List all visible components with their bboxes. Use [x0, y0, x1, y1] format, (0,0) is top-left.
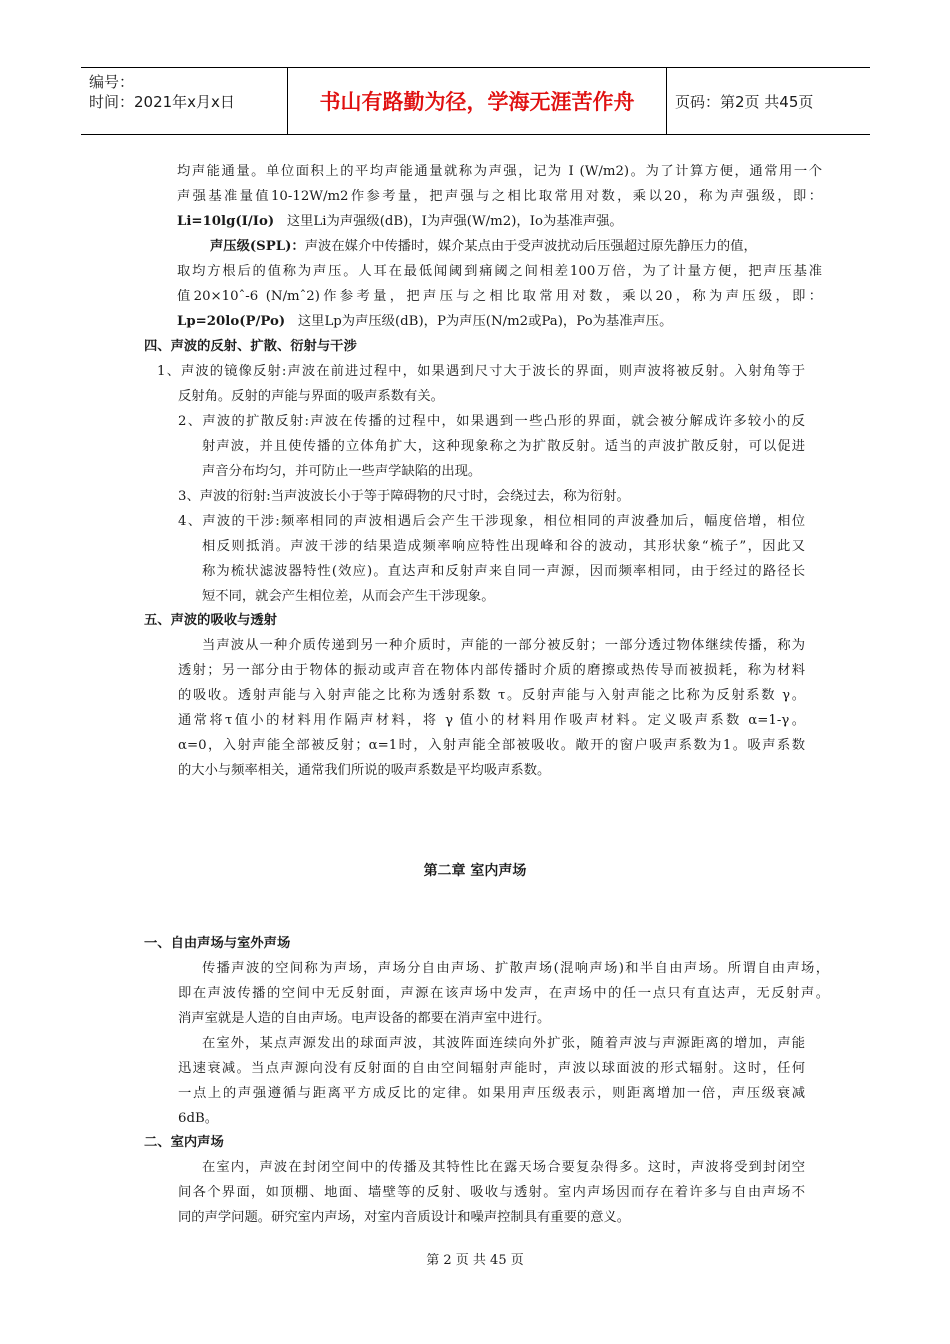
header-meta: [81, 68, 288, 134]
body-line: 的大小与频率相关，通常我们所说的吸声系数是平均吸声系数。: [178, 763, 551, 778]
body-line: 声强基准量值10-12W/m2作参考量，把声强与之相比取常用对数，乘以20，称为声强级，即：: [177, 189, 822, 204]
body-line: 1、声波的镜像反射:声波在前进过程中，如果遇到尺寸大于波长的界面，则声波将被反射。入射角等于: [157, 364, 805, 379]
body-line: 当声波从一种介质传递到另一种介质时，声能的一部分被反射；一部分透过物体继续传播，称为: [202, 638, 805, 653]
body-line: 同的声学问题。研究室内声场，对室内音质设计和噪声控制具有重要的意义。: [178, 1210, 631, 1225]
section-heading: 五、声波的吸收与透射: [144, 613, 277, 628]
body-line: 透射；另一部分由于物体的振动或声音在物体内部传播时介质的磨擦或热传导而被损耗，称为材料: [178, 663, 805, 678]
body-line: 在室外，某点声源发出的球面声波，其波阵面连续向外扩张，随着声波与声源距离的增加，声能: [202, 1036, 805, 1051]
body-line: 4、声波的干涉:频率相同的声波相遇后会产生干涉现象，相位相同的声波叠加后，幅度倍增，相位: [178, 514, 805, 529]
header-time-label: 时间：2021年x月x日: [89, 93, 235, 111]
body-line: 3、声波的衍射:当声波波长小于等于障碍物的尺寸时，会绕过去，称为衍射。: [178, 489, 630, 504]
header-page-label: 页码：第2页 共45页: [675, 92, 814, 111]
spl-term: 声压级(SPL)：: [210, 239, 305, 254]
formula-lp-explanation: 这里Lp为声压级(dB)，P为声压(N/m2或Pa)，Po为基准声压。: [297, 314, 673, 329]
body-line: 即在声波传播的空间中无反射面，声源在该声场中发声，在声场中的任一点只有直达声，无反射声。: [178, 986, 829, 1001]
body-line: [177, 214, 623, 230]
section-heading: 一、自由声场与室外声场: [144, 936, 291, 951]
body-line: 6dB。: [178, 1111, 219, 1126]
formula-lp: Lp=20lo(P/Po): [177, 314, 286, 329]
page-header: [81, 67, 870, 135]
body-line: 的吸收。透射声能与入射声能之比称为透射系数 τ。反射声能与入射声能之比称为反射系数 γ。: [178, 688, 805, 703]
body-line: [177, 314, 672, 330]
body-line: 均声能通量。单位面积上的平均声能通量就称为声强，记为 I (W/m2)。为了计算方便，通常用一个: [177, 164, 822, 179]
page-footer: 第 2 页 共 45 页: [426, 1253, 524, 1268]
header-motto: 书山有路勤为径，学海无涯苦作舟: [288, 68, 667, 134]
body-line: 通常将τ值小的材料用作隔声材料，将 γ 值小的材料用作吸声材料。定义吸声系数 α=1-γ。: [178, 713, 805, 728]
formula-li: Li=10lg(I/Io): [177, 214, 275, 229]
body-line: 在室内，声波在封闭空间中的传播及其特性比在露天场合要复杂得多。这时，声波将受到封闭空: [202, 1160, 805, 1175]
body-line: 传播声波的空间称为声场，声场分自由声场、扩散声场(混响声场)和半自由声场。所谓自由声场，: [202, 961, 829, 976]
body-line: 取均方根后的值称为声压。人耳在最低闻阈到痛阈之间相差100万倍，为了计量方便，把声压基准: [177, 264, 822, 279]
spl-definition: 声波在媒介中传播时，媒介某点由于受声波扰动后压强超过原先静压力的值，: [304, 239, 757, 254]
body-line: 2、声波的扩散反射:声波在传播的过程中，如果遇到一些凸形的界面，就会被分解成许多较小的反: [178, 414, 805, 429]
section-heading: 四、声波的反射、扩散、衍射与干涉: [144, 339, 357, 354]
body-line: 射声波，并且使传播的立体角扩大，这种现象称之为扩散反射。适当的声波扩散反射，可以促进: [202, 439, 805, 454]
body-line: 消声室就是人造的自由声场。电声设备的都要在消声室中进行。: [178, 1011, 551, 1026]
body-line: 值20×10ˆ-6 (N/mˆ2)作参考量，把声压与之相比取常用对数，乘以20，称为声压级，即：: [177, 289, 822, 304]
body-line: α=0，入射声能全部被反射；α=1时，入射声能全部被吸收。敞开的窗户吸声系数为1。吸声系数: [178, 738, 805, 753]
body-line: 一点上的声强遵循与距离平方成反比的定律。如果用声压级表示，则距离增加一倍，声压级衰减: [178, 1086, 805, 1101]
header-number-label: 编号：: [89, 73, 135, 91]
formula-li-explanation: 这里Li为声强级(dB)，I为声强(W/m2)，Io为基准声强。: [286, 214, 623, 229]
body-line: [210, 239, 757, 255]
body-line: 声音分布均匀，并可防止一些声学缺陷的出现。: [202, 464, 482, 479]
body-line: 迅速衰减。当点声源向没有反射面的自由空间辐射声能时，声波以球面波的形式辐射。这时，任何: [178, 1061, 805, 1076]
body-line: 间各个界面，如顶棚、地面、墙壁等的反射、吸收与透射。室内声场因而存在着许多与自由声场不: [178, 1185, 805, 1200]
body-line: 称为梳状滤波器特性(效应)。直达声和反射声来自同一声源，因而频率相同，由于经过的路径长: [202, 564, 805, 579]
body-line: 反射角。反射的声能与界面的吸声系数有关。: [178, 389, 444, 404]
body-line: 相反则抵消。声波干涉的结果造成频率响应特性出现峰和谷的波动，其形状象“梳子”，因此又: [202, 539, 805, 554]
body-line: 短不同，就会产生相位差，从而会产生干涉现象。: [202, 589, 495, 604]
chapter-title: 第二章 室内声场: [423, 863, 527, 879]
section-heading: 二、室内声场: [144, 1135, 224, 1150]
